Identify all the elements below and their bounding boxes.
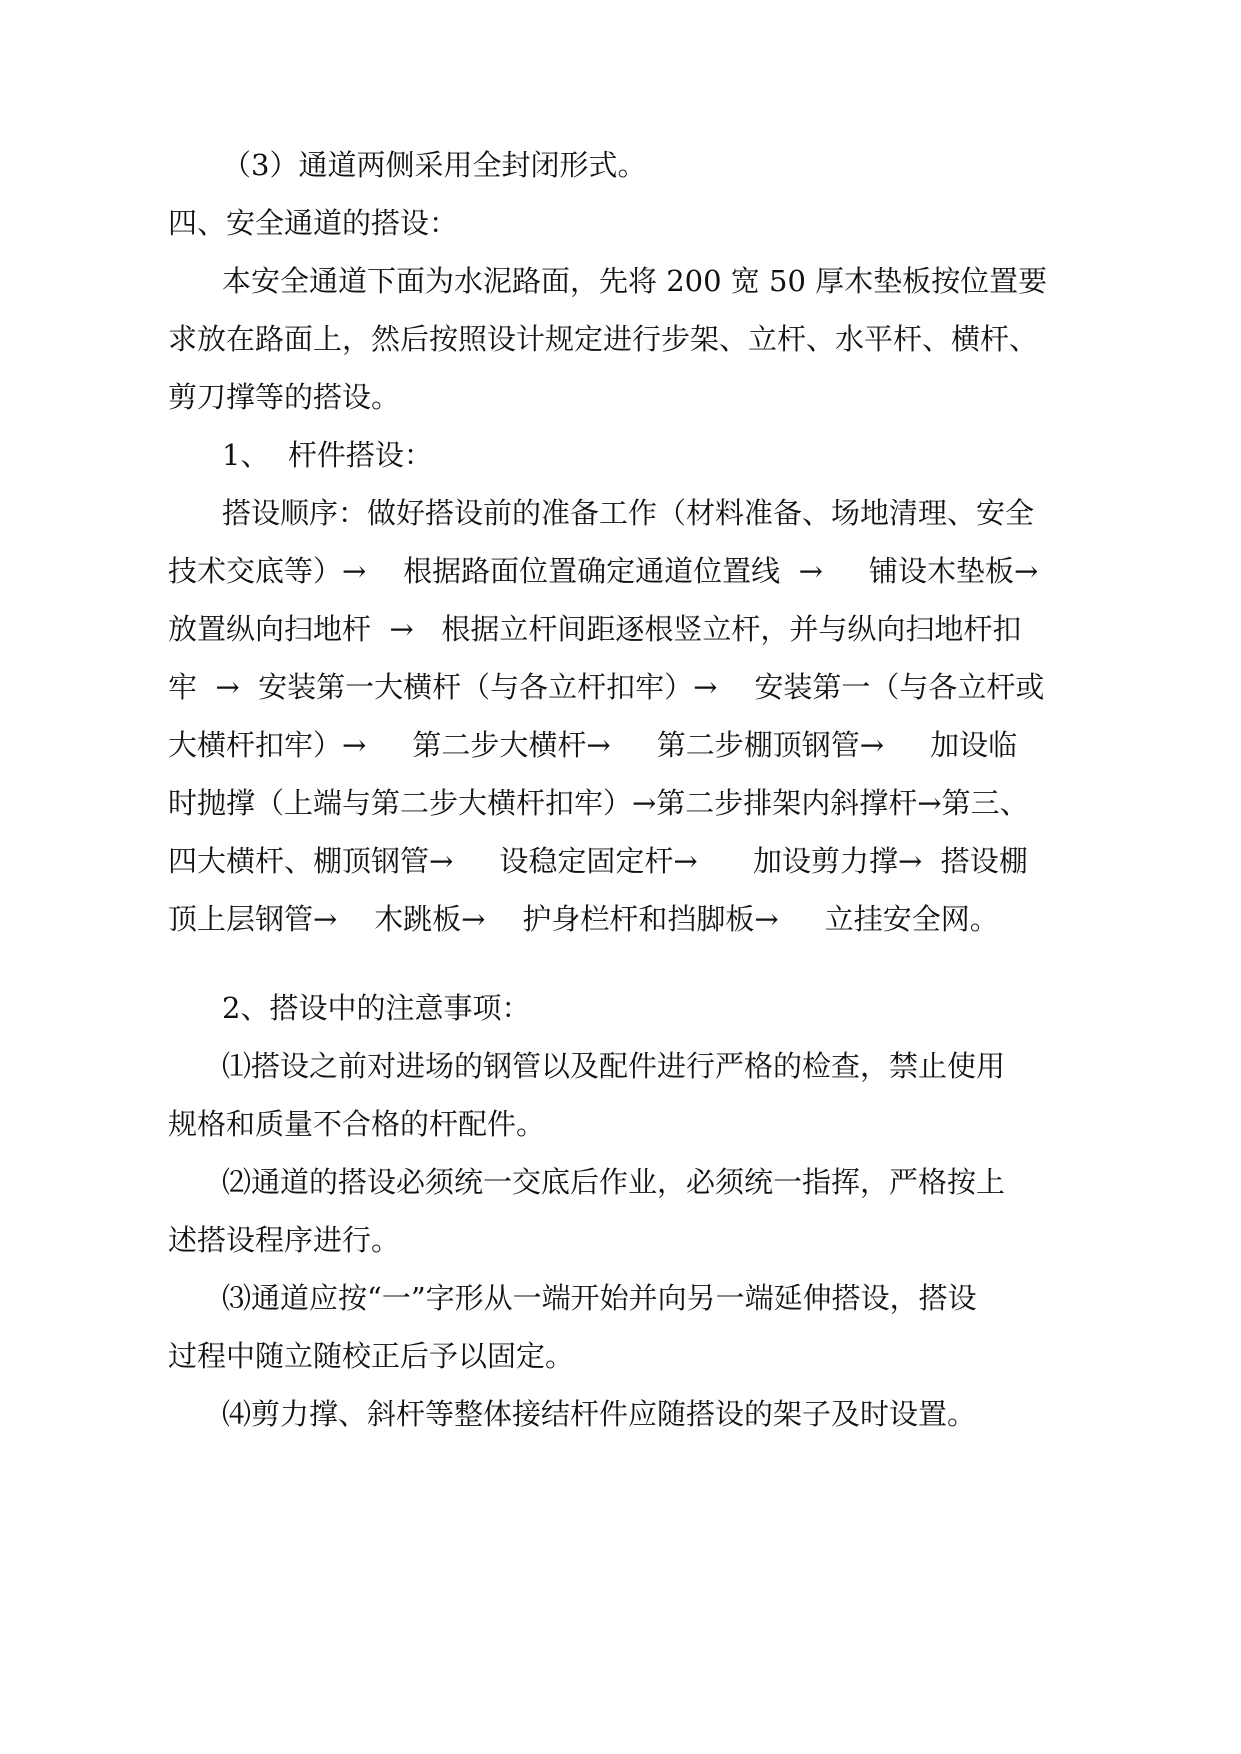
note-1-line-1: ⑴搭设之前对进场的钢管以及配件进行严格的检查，禁止使用 [222, 1049, 1006, 1083]
intro-paragraph-line-1: 本安全通道下面为水泥路面，先将 200 宽 50 厚木垫板按位置要 [222, 264, 1048, 298]
note-3-line-2: 过程中随立随校正后予以固定。 [168, 1339, 575, 1373]
note-1-line-2: 规格和质量不合格的杆配件。 [168, 1107, 546, 1141]
subsection-1-heading: 1、 杆件搭设： [222, 438, 433, 472]
intro-paragraph-line-3: 剪刀撑等的搭设。 [168, 380, 401, 414]
sequence-line-1: 搭设顺序：做好搭设前的准备工作（材料准备、场地清理、安全 [222, 496, 1035, 530]
intro-paragraph-line-2: 求放在路面上，然后按照设计规定进行步架、立杆、水平杆、横杆、 [168, 322, 1039, 356]
sequence-line-6: 时抛撑（上端与第二步大横杆扣牢）→第二步排架内斜撑杆→第三、 [168, 786, 1029, 820]
note-2-line-2: 述搭设程序进行。 [168, 1223, 401, 1257]
para-3-closure: （3）通道两侧采用全封闭形式。 [222, 148, 647, 182]
subsection-2-heading: 2、搭设中的注意事项： [222, 991, 531, 1025]
note-4-line-1: ⑷剪力撑、斜杆等整体接结杆件应随搭设的架子及时设置。 [222, 1397, 977, 1431]
sequence-line-5: 大横杆扣牢）→ 第二步大横杆→ 第二步棚顶钢管→ 加设临 [168, 728, 1018, 762]
note-3-line-1: ⑶通道应按“一”字形从一端开始并向另一端延伸搭设，搭设 [222, 1281, 977, 1315]
sequence-line-3: 放置纵向扫地杆 → 根据立杆间距逐根竖立杆，并与纵向扫地杆扣 [168, 612, 1022, 646]
sequence-line-8: 顶上层钢管→ 木跳板→ 护身栏杆和挡脚板→ 立挂安全网。 [168, 902, 999, 936]
sequence-line-4: 牢 → 安装第一大横杆（与各立杆扣牢）→ 安装第一（与各立杆或 [168, 670, 1045, 704]
sequence-line-2: 技术交底等）→ 根据路面位置确定通道位置线 → 铺设木垫板→ [168, 554, 1039, 588]
section-4-heading: 四、安全通道的搭设： [168, 206, 459, 240]
note-2-line-1: ⑵通道的搭设必须统一交底后作业，必须统一指挥，严格按上 [222, 1165, 1006, 1199]
sequence-line-7: 四大横杆、棚顶钢管→ 设稳定固定杆→ 加设剪力撑→ 搭设棚 [168, 844, 1028, 878]
